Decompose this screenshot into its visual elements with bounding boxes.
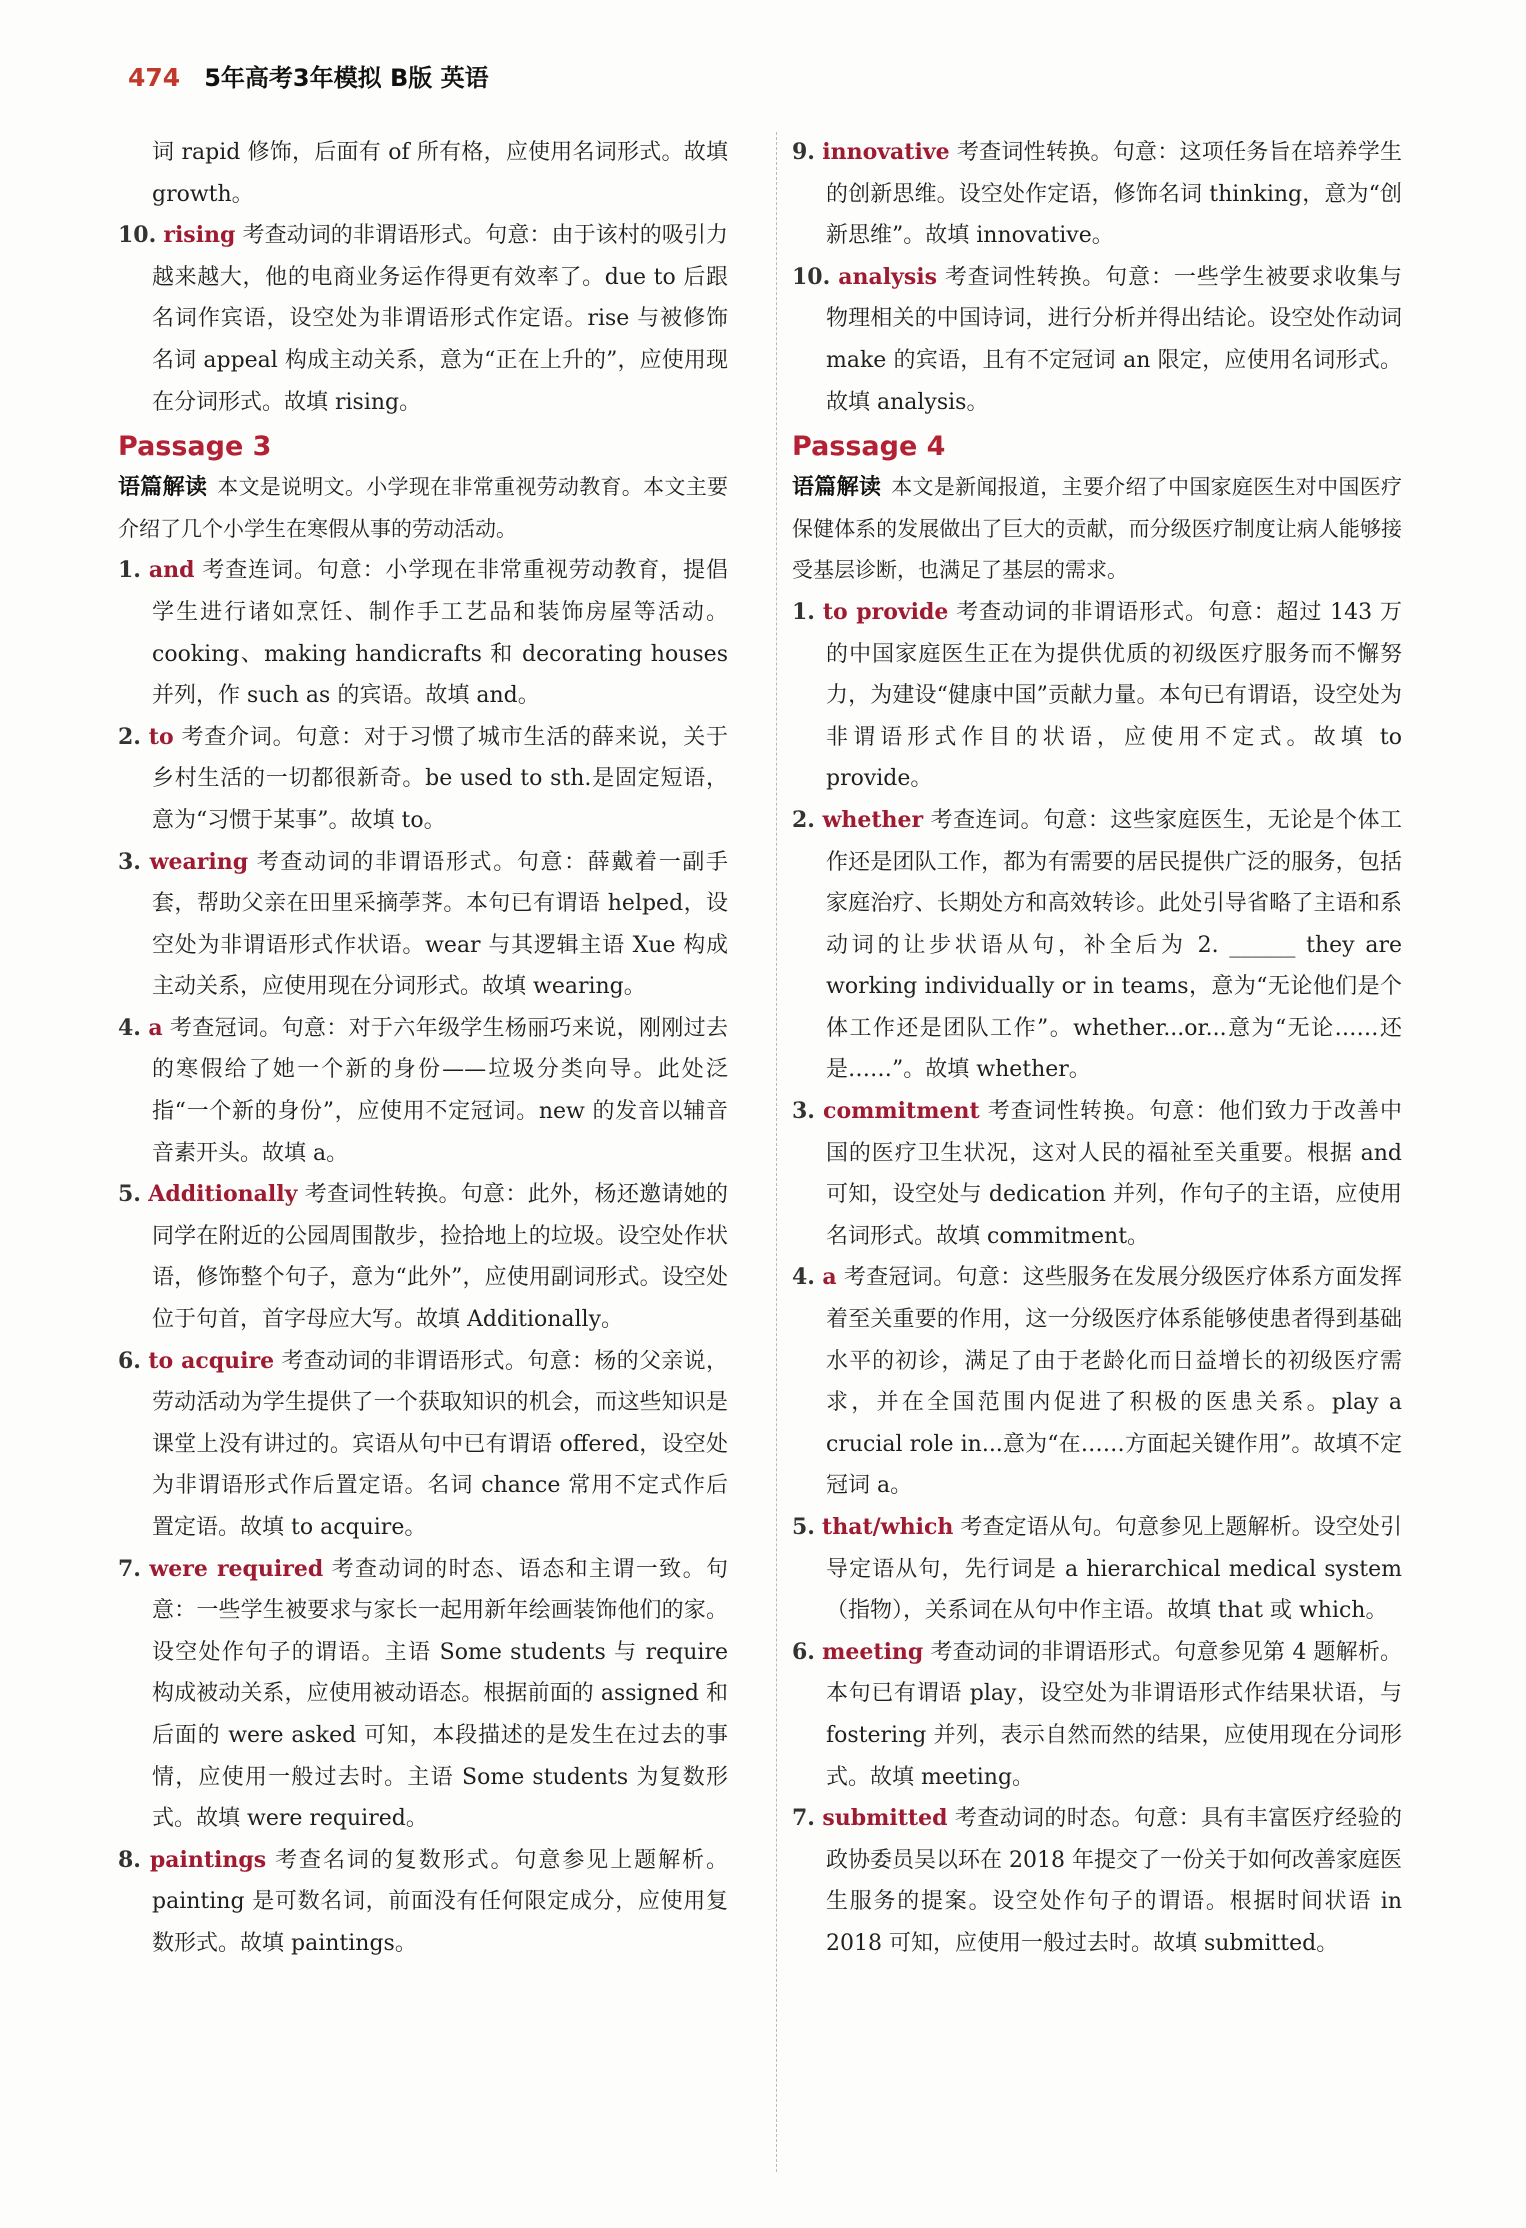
explanation-text: 考查定语从句。句意参见上题解析。设空处引导定语从句，先行词是 a hierarchical medical system（指物），关系词在从句中作主语。故填 that 或 which。 xyxy=(826,1515,1402,1624)
right-top-items xyxy=(792,132,1402,423)
answer-item xyxy=(118,550,728,716)
explanation-text: 考查动词的时态。句意：具有丰富医疗经验的政协委员吴以环在 2018 年提交了一份关于如何改善家庭医生服务的提案。设空处作句子的谓语。根据时间状语 in 2018 可知，应使用一般过去时。故填 submitted。 xyxy=(826,1806,1402,1956)
answer-word: whether xyxy=(822,806,924,833)
item-number: 4. xyxy=(792,1264,815,1291)
explanation-text: 考查连词。句意：这些家庭医生，无论是个体工作还是团队工作，都为有需要的居民提供广泛的服务，包括家庭治疗、长期处方和高效转诊。此处引导省略了主语和系动词的让步状语从句，补全后为 2. ______ they are working individually or in teams，意为“无论他们是个体工作还是团队工作”。whether...or...意为“无论……还是……”。故填 whether。 xyxy=(826,807,1402,1083)
answer-word: commitment xyxy=(823,1098,980,1125)
answer-item xyxy=(792,592,1402,800)
explanation-text: 考查名词的复数形式。句意参见上题解析。painting 是可数名词，前面没有任何限定成分，应使用复数形式。故填 paintings。 xyxy=(152,1847,728,1956)
answer-item xyxy=(792,1632,1402,1798)
left-column xyxy=(118,132,728,1965)
answer-word: innovative xyxy=(822,139,950,165)
explanation-text: 考查动词的非谓语形式。句意：超过 143 万的中国家庭医生正在为提供优质的初级医疗服务而不懈努力，为建设“健康中国”贡献力量。本句已有谓语，设空处为非谓语形式作目的状语，应使用不定式。故填 to provide。 xyxy=(826,599,1402,792)
explanation-text: 考查动词的非谓语形式。句意：薛戴着一副手套，帮助父亲在田里采摘荸荠。本句已有谓语 helped，设空处为非谓语形式作状语。wear 与其逻辑主语 Xue 构成主动关系，应使用现在分词形式。故填 wearing。 xyxy=(152,849,728,1000)
page-number: 474 xyxy=(128,63,181,92)
answer-item xyxy=(792,1091,1402,1257)
passage-3-items xyxy=(118,550,728,1964)
item-number: 3. xyxy=(118,848,141,875)
item-number: 7. xyxy=(118,1555,141,1582)
answer-item xyxy=(792,257,1402,423)
answer-item xyxy=(118,842,728,1008)
answer-word: to provide xyxy=(822,598,949,625)
item-number: 10. xyxy=(792,263,831,290)
item-number: 1. xyxy=(118,557,141,584)
item-number: 4. xyxy=(118,1014,141,1041)
explanation-text: 考查动词的非谓语形式。句意参见第 4 题解析。本句已有谓语 play，设空处为非谓语形式作结果状语，与 fostering 并列，表示自然而然的结果，应使用现在分词形式。故填 meeting。 xyxy=(826,1639,1402,1790)
passage-3-intro xyxy=(118,467,728,550)
passage-3-heading: Passage 3 xyxy=(118,431,272,463)
intro-text: 本文是新闻报道，主要介绍了中国家庭医生对中国医疗保健体系的发展做出了巨大的贡献，而分级医疗制度让病人能够接受基层诊断，也满足了基层的需求。 xyxy=(792,475,1402,583)
intro-text: 本文是说明文。小学现在非常重视劳动教育。本文主要介绍了几个小学生在寒假从事的劳动活动。 xyxy=(118,475,728,541)
answer-word: Additionally xyxy=(148,1181,298,1208)
column-divider xyxy=(776,132,777,2172)
answer-word: that/which xyxy=(822,1514,954,1540)
right-column xyxy=(792,132,1402,1965)
explanation-text: 考查词性转换。句意：这项任务旨在培养学生的创新思维。设空处作定语，修饰名词 thinking，意为“创新思维”。故填 innovative。 xyxy=(826,140,1402,249)
answer-word: to acquire xyxy=(148,1347,275,1374)
item-number: 5. xyxy=(118,1181,141,1208)
answer-word: were required xyxy=(149,1555,324,1582)
intro-label: 语篇解读 xyxy=(118,475,208,501)
left-top-items xyxy=(118,215,728,423)
answer-word: analysis xyxy=(838,263,937,290)
explanation-text: 考查词性转换。句意：此外，杨还邀请她的同学在附近的公园周围散步，捡拾地上的垃圾。设空处作状语，修饰整个句子，意为“此外”，应使用副词形式。设空处位于句首，首字母应大写。故填 Additionally。 xyxy=(152,1182,728,1333)
explanation-text: 考查动词的时态、语态和主谓一致。句意：一些学生被要求与家长一起用新年绘画装饰他们的家。设空处作句子的谓语。主语 Some students 与 require 构成被动关系，应使用被动语态。根据前面的 assigned 和后面的 were asked 可知，本段描述的是发生在过去的事情，应使用一般过去时。主语 Some students 为复数形式。故填 were required。 xyxy=(152,1556,728,1832)
explanation-text: 考查冠词。句意：这些服务在发展分级医疗体系方面发挥着至关重要的作用，这一分级医疗体系能够使患者得到基础水平的初诊，满足了由于老龄化而日益增长的初级医疗需求，并在全国范围内促进了积极的医患关系。play a crucial role in...意为“在……方面起关键作用”。故填不定冠词 a。 xyxy=(826,1265,1403,1499)
explanation-text: 考查冠词。句意：对于六年级学生杨丽巧来说，刚刚过去的寒假给了她一个新的身份——垃圾分类向导。此处泛指“一个新的身份”，应使用不定冠词。new 的发音以辅音音素开头。故填 a。 xyxy=(152,1015,729,1166)
answer-item xyxy=(118,1840,728,1965)
answer-word: a xyxy=(822,1264,837,1291)
item-number: 6. xyxy=(792,1638,815,1665)
answer-item xyxy=(118,1008,728,1174)
answer-item xyxy=(792,1798,1402,1964)
item-number: 3. xyxy=(792,1098,815,1125)
item-number: 10. xyxy=(118,222,157,249)
explanation-text: 考查词性转换。句意：一些学生被要求收集与物理相关的中国诗词，进行分析并得出结论。设空处作动词 make 的宾语，且有不定冠词 an 限定，应使用名词形式。故填 analysis。 xyxy=(826,264,1402,415)
item-number: 1. xyxy=(792,598,815,625)
book-title: 5年高考3年模拟 B版 英语 xyxy=(204,64,489,92)
answer-item xyxy=(118,1549,728,1840)
answer-item xyxy=(118,1341,728,1549)
answer-item xyxy=(792,800,1402,1091)
answer-item xyxy=(118,1174,728,1340)
explanation-text: 考查连词。句意：小学现在非常重视劳动教育，提倡学生进行诸如烹饪、制作手工艺品和装饰房屋等活动。cooking、making handicrafts 和 decorating houses 并列，作 such as 的宾语。故填 and。 xyxy=(152,558,728,709)
answer-item xyxy=(118,717,728,842)
answer-word: paintings xyxy=(149,1846,267,1873)
answer-item xyxy=(118,215,728,423)
answer-item xyxy=(792,132,1402,257)
explanation-text: 考查动词的非谓语形式。句意：由于该村的吸引力越来越大，他的电商业务运作得更有效率了。due to 后跟名词作宾语，设空处为非谓语形式作定语。rise 与被修饰名词 appeal 构成主动关系，意为“正在上升的”，应使用现在分词形式。故填 rising。 xyxy=(152,223,729,415)
answer-word: submitted xyxy=(822,1805,948,1832)
passage-4-items xyxy=(792,592,1402,1965)
answer-word: wearing xyxy=(149,848,249,875)
answer-word: meeting xyxy=(822,1638,924,1665)
item-number: 6. xyxy=(118,1347,141,1374)
item-number: 8. xyxy=(118,1846,141,1873)
explanation-text: 考查词性转换。句意：他们致力于改善中国的医疗卫生状况，这对人民的福祉至关重要。根据 and 可知，设空处与 dedication 并列，作句子的主语，应使用名词形式。故填 commitment。 xyxy=(826,1099,1402,1249)
intro-label: 语篇解读 xyxy=(792,475,882,501)
answer-item xyxy=(792,1507,1402,1632)
continuation-text: 词 rapid 修饰，后面有 of 所有格，应使用名词形式。故填 growth。 xyxy=(152,140,728,207)
explanation-text: 考查动词的非谓语形式。句意：杨的父亲说，劳动活动为学生提供了一个获取知识的机会，而这些知识是课堂上没有讲过的。宾语从句中已有谓语 offered，设空处为非谓语形式作后置定语。名词 chance 常用不定式作后置定语。故填 to acquire。 xyxy=(152,1348,728,1540)
answer-word: a xyxy=(148,1014,163,1041)
item-number: 2. xyxy=(792,806,815,833)
answer-word: rising xyxy=(163,222,236,249)
page-header xyxy=(128,58,1428,102)
answer-word: and xyxy=(148,557,195,584)
item-number: 7. xyxy=(792,1805,815,1832)
item-number: 5. xyxy=(792,1514,815,1540)
passage-4-intro xyxy=(792,467,1402,592)
passage-4-heading: Passage 4 xyxy=(792,431,946,463)
item-number: 2. xyxy=(118,723,141,750)
explanation-text: 考查介词。句意：对于习惯了城市生活的薛来说，关于乡村生活的一切都很新奇。be used to sth.是固定短语，意为“习惯于某事”。故填 to。 xyxy=(152,724,728,833)
answer-word: to xyxy=(148,723,174,750)
answer-item xyxy=(792,1257,1402,1507)
item-number: 9. xyxy=(792,139,815,165)
